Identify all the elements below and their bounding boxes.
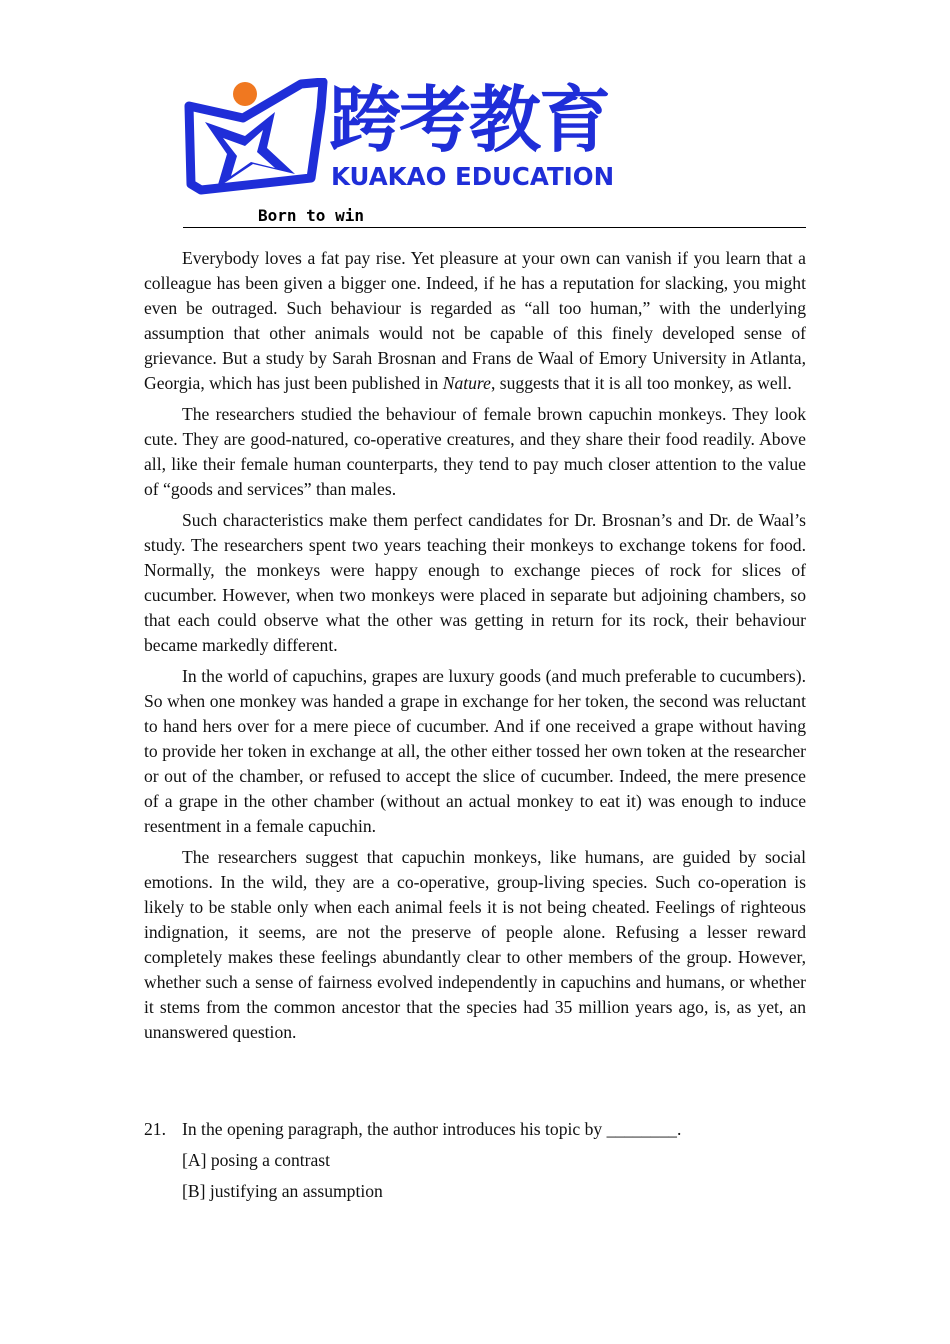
paragraph-3: Such characteristics make them perfect candidates for Dr. Brosnan’s and Dr. de Waal’s study. The researchers spent two years teaching their monkeys to exchange tokens for food. Normally, the monkeys were happy enough to exchange pieces of rock for slices of cucumber. However, when two monkeys were placed in separate but adjoining chambers, so that each could observe what the other was getting in return for its rock, their behaviour became markedly different.: [144, 510, 806, 655]
paragraph-5: The researchers suggest that capuchin monkeys, like humans, are guided by social emotions. In the wild, they are a co-operative, group-living species. Such co-operation is likely to be stable only when each animal feels it is not being cheated. Feelings of righteous indignation, it seems, are not the preserve of people alone. Refusing a lesser reward completely makes these feelings abundantly clear to other members of the group. However, whether such a sense of fairness evolved independently in capuchins and humans, or whether it stems from the common ancestor that the species had 35 million years ago, is, as yet, an unanswered question.: [144, 847, 806, 1042]
paragraph-1: [144, 246, 806, 396]
reading-passage: [144, 246, 806, 1051]
slogan: Born to win: [258, 206, 364, 225]
kuakao-logo: [183, 78, 643, 200]
logo-english-text: KUAKAO EDUCATION: [331, 162, 615, 191]
paragraph-1-end: , suggests that it is all too monkey, as well.: [490, 373, 792, 393]
paragraph-1-text: Everybody loves a fat pay rise. Yet pleasure at your own can vanish if you learn that a colleague has been given a bigger one. Indeed, if he has a reputation for slacking, you might even be outraged. Such behaviour is regarded as “all too human,” with the underlying assumption that other animals would not be capable of this finely developed sense of grievance. But a study by Sarah Brosnan and Frans de Waal of Emory University in Atlanta, Georgia, which has just been published in: [144, 248, 806, 393]
page-header: [183, 78, 806, 228]
paragraph-4: In the world of capuchins, grapes are luxury goods (and much preferable to cucumbers). So when one monkey was handed a grape in exchange for her token, the second was reluctant to hand hers over for a mere piece of cucumber. And if one received a grape without having to provide her token in exchange at all, the other either tossed her own token at the researcher or out of the chamber, or refused to accept the slice of cucumber. Indeed, the mere presence of a grape in the other chamber (without an actual monkey to eat it) was enough to induce resentment in a female capuchin.: [144, 666, 806, 836]
option-a: [A] posing a contrast: [182, 1150, 331, 1170]
journal-title: Nature: [442, 373, 491, 393]
question-block: [144, 1117, 806, 1210]
logo-chinese-text: 跨考教育: [329, 78, 610, 162]
header-divider: [183, 227, 806, 228]
question-number: 21.: [144, 1119, 166, 1139]
option-b: [B] justifying an assumption: [182, 1181, 383, 1201]
orange-dot-icon: [233, 82, 257, 106]
kuakao-emblem-icon: [183, 78, 333, 200]
paragraph-2: The researchers studied the behaviour of female brown capuchin monkeys. They look cute. They are good-natured, co-operative creatures, and they share their food readily. Above all, like their female human counterparts, they tend to pay much closer attention to the value of “goods and services” than males.: [144, 404, 806, 499]
question-21: [144, 1117, 806, 1142]
question-stem: In the opening paragraph, the author introduces his topic by ________.: [182, 1119, 682, 1139]
